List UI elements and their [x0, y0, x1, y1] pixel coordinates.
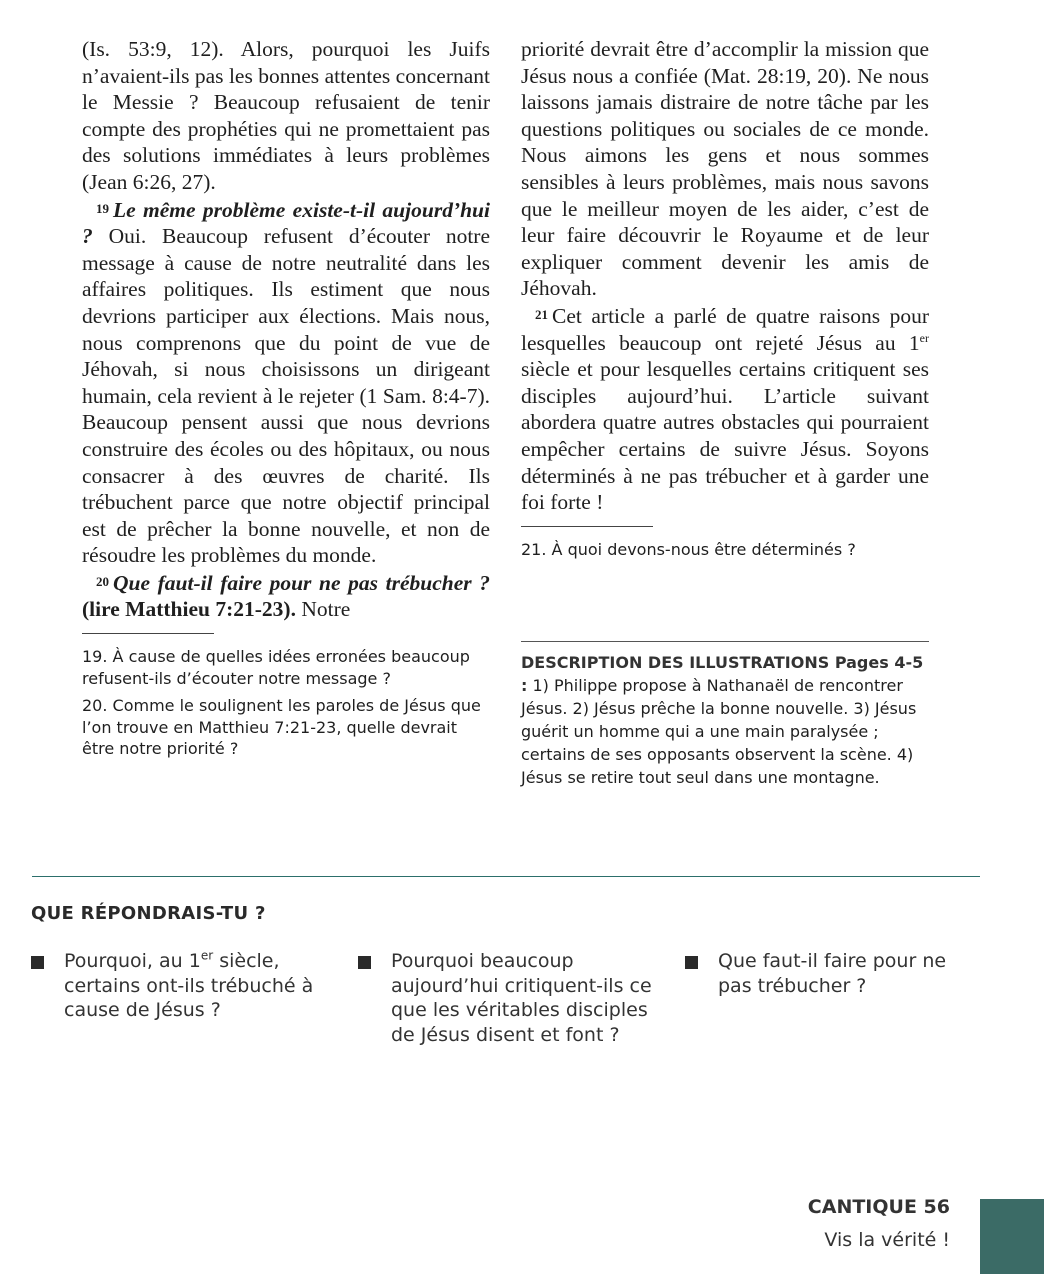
review-question-text-b: siècle, certains ont-ils trébuché à cause de Jésus ? — [64, 950, 314, 1021]
footnote-divider — [82, 633, 214, 634]
paragraph-text-b: siècle et pour lesquelles certains critiquent ses disciples aujourd’hui. L’article suivant abordera quatre autres obstacles qui pourraient empêcher certains de suivre Jésus. Soyons déterminés à ne pas trébucher et à garder une foi forte ! — [521, 357, 929, 515]
review-title: QUE RÉPONDRAIS-TU ? — [31, 903, 266, 924]
square-bullet-icon — [685, 956, 698, 969]
paragraph-number: 20 — [96, 573, 109, 589]
paragraph-number: 19 — [96, 200, 109, 216]
paragraph-text-a: Cet article a parlé de quatre raisons pour lesquelles beaucoup ont rejeté Jésus au 1 — [521, 303, 929, 355]
illustration-header: DESCRIPTION DES ILLUSTRATIONS Pages 4-5 : — [521, 653, 924, 695]
study-question-19 — [82, 646, 490, 689]
paragraph-21 — [521, 302, 929, 516]
superscript: er — [200, 948, 214, 963]
paragraph-20 — [82, 569, 490, 623]
review-question-2 — [391, 949, 661, 1047]
review-question-text: Que faut-il faire pour ne pas trébucher ? — [718, 950, 947, 997]
song-subtitle: Vis la vérité ! — [824, 1229, 950, 1251]
review-question-3 — [718, 949, 968, 998]
paragraph-18-end: (Is. 53:9, 12). Alors, pourquoi les Juifs n’avaient-ils pas les bonnes attentes concernant le Messie ? Beaucoup refusaient de tenir compte des prophéties qui ne promettaient pas des solutions immédiates à leurs problèmes (Jean 6:26, 27). — [82, 37, 490, 194]
scripture-reading: (lire Matthieu 7:21-23). — [82, 597, 296, 622]
review-question-text: Pourquoi beaucoup aujourd’hui critiquent-ils ce que les véritables disciples de Jésus disent et font ? — [391, 950, 652, 1046]
study-question-text: À cause de quelles idées erronées beaucoup refusent-ils d’écouter notre message ? — [82, 647, 470, 688]
study-question-text: Comme le soulignent les paroles de Jésus que l’on trouve en Matthieu 7:21-23, quelle devrait être notre priorité ? — [82, 696, 481, 759]
study-question-number: 20. — [82, 696, 108, 716]
paragraph-question: Le même problème existe-t-il aujourd’hui ? — [82, 197, 490, 249]
square-bullet-icon — [31, 956, 44, 969]
paragraph-20-continued: priorité devrait être d’accomplir la mission que Jésus nous a confiée (Mat. 28:19, 20). Ne nous laissons jamais distraire de notre tâche par les questions politiques ou sociales de ce monde. Nous aimons les gens et nous sommes sensibles à leurs problèmes, mais nous savons que le meilleur moyen de les aider, c’est de leur faire découvrir le Royaume et de leur expliquer comment devenir les amis de Jéhovah. — [521, 37, 929, 301]
left-column — [82, 36, 490, 766]
page-tab-marker — [980, 1199, 1044, 1274]
review-question-text-a: Pourquoi, au 1 — [64, 950, 201, 972]
illustration-description — [521, 651, 929, 789]
review-question-1 — [64, 949, 334, 1023]
paragraph-19 — [82, 196, 490, 569]
paragraph-text: Notre — [295, 597, 351, 622]
study-question-number: 19. — [82, 647, 108, 667]
superscript: er — [919, 330, 929, 345]
illustrations-divider — [521, 641, 929, 642]
paragraph-question: Que faut-il faire pour ne pas trébucher ? — [113, 570, 490, 595]
study-question-number: 21. — [521, 539, 547, 559]
review-divider — [32, 876, 980, 877]
paragraph-text: Oui. Beaucoup refusent d’écouter notre message à cause de notre neutralité dans les affaires politiques. Ils estiment que nous devrions participer aux élections. Mais nous, nous comprenons que du point de vue de Jéhovah, si nous choisissons un dirigeant humain, cela revient à le rejeter (1 Sam. 8:4-7). Beaucoup pensent aussi que nous devrions construire des écoles ou des hôpitaux, ou nous consacrer à des œuvres de charité. Ils trébuchent parce que notre objectif principal est de prêcher la bonne nouvelle, et non de résoudre les problèmes du monde. — [82, 224, 490, 568]
song-title: CANTIQUE 56 — [807, 1196, 950, 1218]
study-question-20 — [82, 695, 490, 760]
study-question-21 — [521, 539, 929, 561]
footnote-divider — [521, 526, 653, 527]
square-bullet-icon — [358, 956, 371, 969]
right-column — [521, 36, 929, 566]
illustration-text: 1) Philippe propose à Nathanaël de rencontrer Jésus. 2) Jésus prêche la bonne nouvelle. 3) Jésus guérit un homme qui a une main paralysée ; certains de ses opposants observent la scène. 4) Jésus se retire tout seul dans une montagne. — [521, 676, 917, 787]
paragraph-number: 21 — [535, 306, 548, 322]
study-question-text: À quoi devons-nous être déterminés ? — [551, 539, 856, 559]
